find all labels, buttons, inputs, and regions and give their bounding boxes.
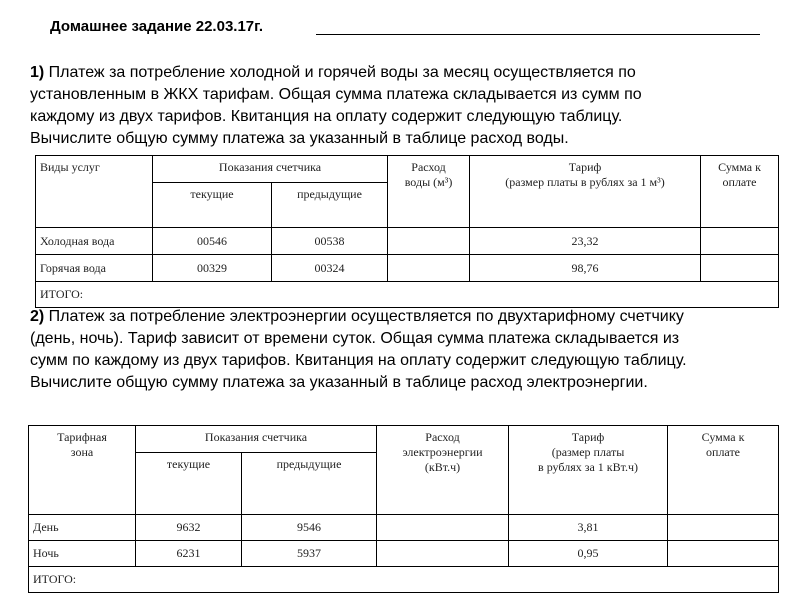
- cell-previous: 00538: [272, 228, 388, 255]
- cell-previous: 5937: [242, 541, 377, 567]
- table-header-row: [29, 426, 779, 453]
- cell-usage: [377, 541, 509, 567]
- cell-current: 6231: [136, 541, 242, 567]
- cell-tariff: 0,95: [509, 541, 668, 567]
- header-current: текущие: [153, 183, 272, 228]
- task-1-text: [30, 62, 770, 150]
- cell-zone: День: [29, 515, 136, 541]
- header-usage: Расход электроэнергии (кВт.ч): [377, 426, 509, 515]
- task-1-body: Платеж за потребление холодной и горячей воды за месяц осуществляется по установленным в ЖКХ тарифам. Общая сумма платежа складывается из сумм по каждому из двух тарифов. Квитанция на оплату содержит следующую таблицу. Вычислите общую сумму платежа за указанный в таблице расход воды.: [30, 64, 642, 147]
- cell-service: Горячая вода: [36, 255, 153, 282]
- table-row: [29, 515, 779, 541]
- table-row: [29, 541, 779, 567]
- header-sum: Сумма к оплате: [668, 426, 779, 515]
- header-previous: предыдущие: [272, 183, 388, 228]
- header-current: текущие: [136, 453, 242, 515]
- header-zone: Тарифная зона: [29, 426, 136, 515]
- water-table: [35, 155, 779, 308]
- cell-sum: [668, 515, 779, 541]
- table-row: [36, 255, 779, 282]
- table-row: [36, 228, 779, 255]
- header-service: Виды услуг: [36, 156, 153, 228]
- task-1-number: 1): [30, 64, 45, 81]
- header-tariff: Тариф (размер платы в рублях за 1 м³): [470, 156, 701, 228]
- cell-sum: [701, 255, 779, 282]
- cell-current: 00329: [153, 255, 272, 282]
- cell-zone: Ночь: [29, 541, 136, 567]
- cell-tariff: 98,76: [470, 255, 701, 282]
- cell-previous: 9546: [242, 515, 377, 541]
- cell-sum: [668, 541, 779, 567]
- task-2-body: Платеж за потребление электроэнергии осуществляется по двухтарифному счетчику (день, ночь). Тариф зависит от времени суток. Общая сумма платежа складывается из сумм по каждому из двух тарифов. Квитанция на оплату содержит следующую таблицу. Вычислите общую сумму платежа за указанный в таблице расход электроэнергии.: [30, 308, 687, 391]
- header-meter: Показания счетчика: [153, 156, 388, 183]
- table-header-row: [36, 156, 779, 183]
- header-tariff: Тариф (размер платы в рублях за 1 кВт.ч): [509, 426, 668, 515]
- cell-tariff: 23,32: [470, 228, 701, 255]
- cell-sum: [701, 228, 779, 255]
- task-2-text: [30, 306, 780, 394]
- header-previous: предыдущие: [242, 453, 377, 515]
- electricity-table: [28, 425, 779, 593]
- table-total-row: [29, 567, 779, 593]
- cell-usage: [388, 255, 470, 282]
- cell-previous: 00324: [272, 255, 388, 282]
- page-title: Домашнее задание 22.03.17г.: [50, 18, 264, 35]
- task-2-number: 2): [30, 308, 45, 325]
- header-meter: Показания счетчика: [136, 426, 377, 453]
- cell-current: 9632: [136, 515, 242, 541]
- table-total-row: [36, 282, 779, 308]
- total-label: ИТОГО:: [36, 282, 779, 308]
- cell-usage: [388, 228, 470, 255]
- total-label: ИТОГО:: [29, 567, 779, 593]
- header-sum: Сумма к оплате: [701, 156, 779, 228]
- cell-current: 00546: [153, 228, 272, 255]
- header-usage: Расход воды (м³): [388, 156, 470, 228]
- cell-service: Холодная вода: [36, 228, 153, 255]
- cell-usage: [377, 515, 509, 541]
- title-underline: [316, 34, 760, 35]
- cell-tariff: 3,81: [509, 515, 668, 541]
